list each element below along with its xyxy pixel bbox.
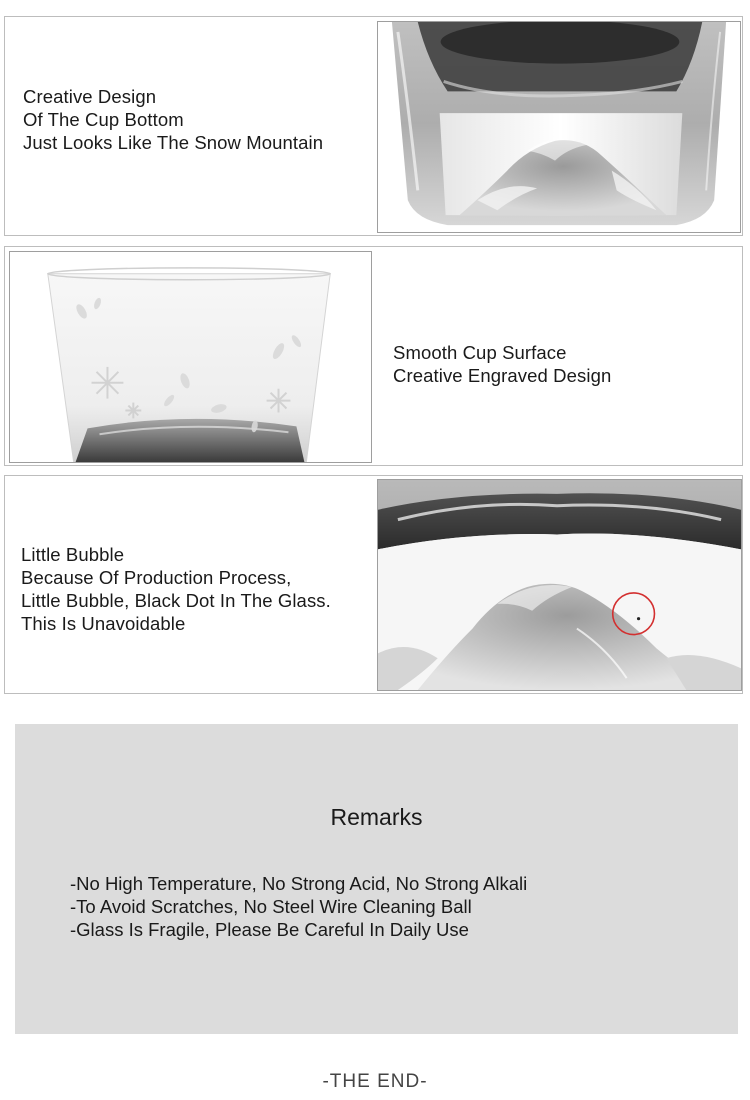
caption-line: This Is Unavoidable <box>21 613 186 634</box>
bubble-closeup-illustration <box>378 480 741 690</box>
section-engraved-surface <box>4 246 743 466</box>
remarks-item: -Glass Is Fragile, Please Be Careful In Daily Use <box>70 919 469 940</box>
caption-line: Little Bubble <box>21 544 125 565</box>
section-caption <box>393 341 611 387</box>
caption-line: Of The Cup Bottom <box>23 109 184 130</box>
section-snow-mountain-bottom <box>4 16 743 236</box>
the-end-footer: -THE END- <box>322 1071 428 1092</box>
section-caption <box>23 85 323 154</box>
bubble-closeup-photo <box>377 479 742 691</box>
cup-bottom-illustration <box>378 22 740 232</box>
remarks-list <box>70 872 527 941</box>
section-little-bubble <box>4 475 743 694</box>
caption-line: Creative Engraved Design <box>393 365 612 386</box>
caption-line: Just Looks Like The Snow Mountain <box>23 132 324 153</box>
caption-line: Little Bubble, Black Dot In The Glass. <box>21 590 331 611</box>
remarks-title: Remarks <box>330 804 423 830</box>
engraved-cup-photo <box>9 251 372 463</box>
remarks-box <box>15 724 738 1034</box>
caption-line: Smooth Cup Surface <box>393 342 567 363</box>
remarks-item: -No High Temperature, No Strong Acid, No Strong Alkali <box>70 873 528 894</box>
remarks-item: -To Avoid Scratches, No Steel Wire Cleaning Ball <box>70 896 472 917</box>
caption-line: Because Of Production Process, <box>21 567 292 588</box>
cup-bottom-photo <box>377 21 741 233</box>
engraved-cup-illustration <box>10 252 371 462</box>
section-caption <box>21 543 331 635</box>
caption-line: Creative Design <box>23 86 157 107</box>
